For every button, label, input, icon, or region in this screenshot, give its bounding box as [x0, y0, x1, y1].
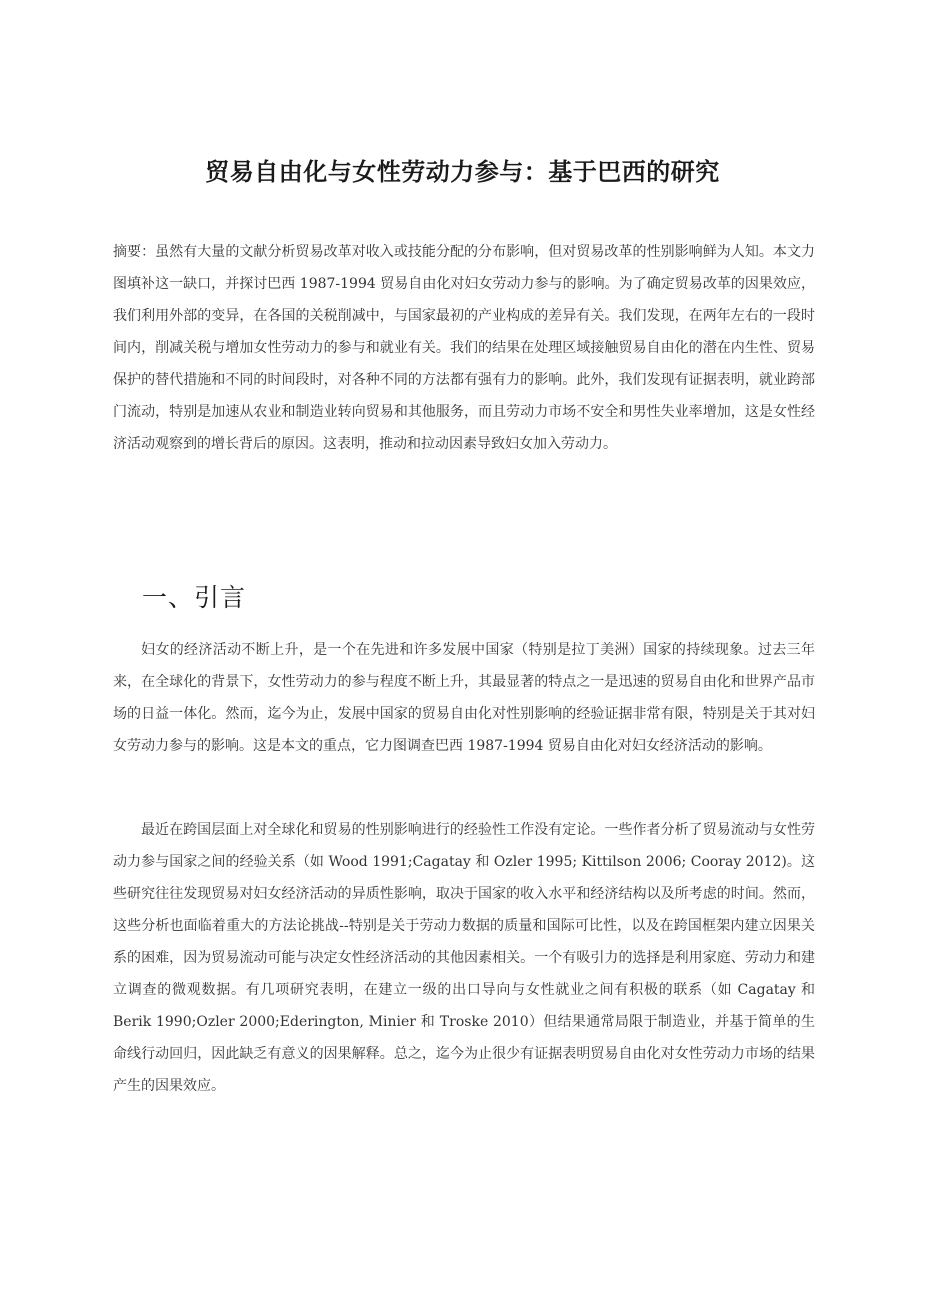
abstract: [113, 236, 815, 460]
abstract-text: 虽然有大量的文献分析贸易改革对收入或技能分配的分布影响，但对贸易改革的性别影响鲜为人知。本文力图填补这一缺口，并探讨巴西 1987-1994 贸易自由化对妇女劳动力参与的影响。为了确定贸易改革的因果效应，我们利用外部的变异，在各国的关税削减中，与国家最初的产业构成的差异有关。我们发现，在两年左右的一段时间内，削减关税与增加女性劳动力的参与和就业有关。我们的结果在处理区域接触贸易自由化的潜在内生性、贸易保护的替代措施和不同的时间段时，对各种不同的方法都有强有力的影响。此外，我们发现有证据表明，就业跨部门流动，特别是加速从农业和制造业转向贸易和其他服务，而且劳动力市场不安全和男性失业率增加，这是女性经济活动观察到的增长背后的原因。这表明，推动和拉动因素导致妇女加入劳动力。: [113, 244, 815, 452]
body-paragraph: 妇女的经济活动不断上升，是一个在先进和许多发展中国家（特别是拉丁美洲）国家的持续现象。过去三年来，在全球化的背景下，女性劳动力的参与程度不断上升，其最显著的特点之一是迅速的贸易自由化和世界产品市场的日益一体化。然而，迄今为止，发展中国家的贸易自由化对性别影响的经验证据非常有限，特别是关于其对妇女劳动力参与的影响。这是本文的重点，它力图调查巴西 1987-1994 贸易自由化对妇女经济活动的影响。: [113, 642, 815, 754]
body-paragraph: 最近在跨国层面上对全球化和贸易的性别影响进行的经验性工作没有定论。一些作者分析了贸易流动与女性劳动力参与国家之间的经验关系（如 Wood 1991;Cagatay 和 Ozler 1995; Kittilson 2006; Cooray 2012)。这些研究往往发现贸易对妇女经济活动的异质性影响，取决于国家的收入水平和经济结构以及所考虑的时间。然而，这些分析也面临着重大的方法论挑战--特别是关于劳动力数据的质量和国际可比性，以及在跨国框架内建立因果关系的困难，因为贸易流动可能与决定女性经济活动的其他因素相关。一个有吸引力的选择是利用家庭、劳动力和建立调查的微观数据。有几项研究表明，在建立一级的出口导向与女性就业之间有积极的联系（如 Cagatay 和 Berik 1990;Ozler 2000;Ederington, Minier 和 Troske 2010）但结果通常局限于制造业，并基于简单的生命线行动回归，因此缺乏有意义的因果解释。总之，迄今为止很少有证据表明贸易自由化对女性劳动力市场的结果产生的因果效应。: [113, 822, 815, 1094]
section-heading-introduction: 一、引言: [142, 583, 247, 612]
abstract-label: 摘要：: [113, 244, 156, 260]
paper-title: 贸易自由化与女性劳动力参与：基于巴西的研究: [205, 157, 720, 187]
